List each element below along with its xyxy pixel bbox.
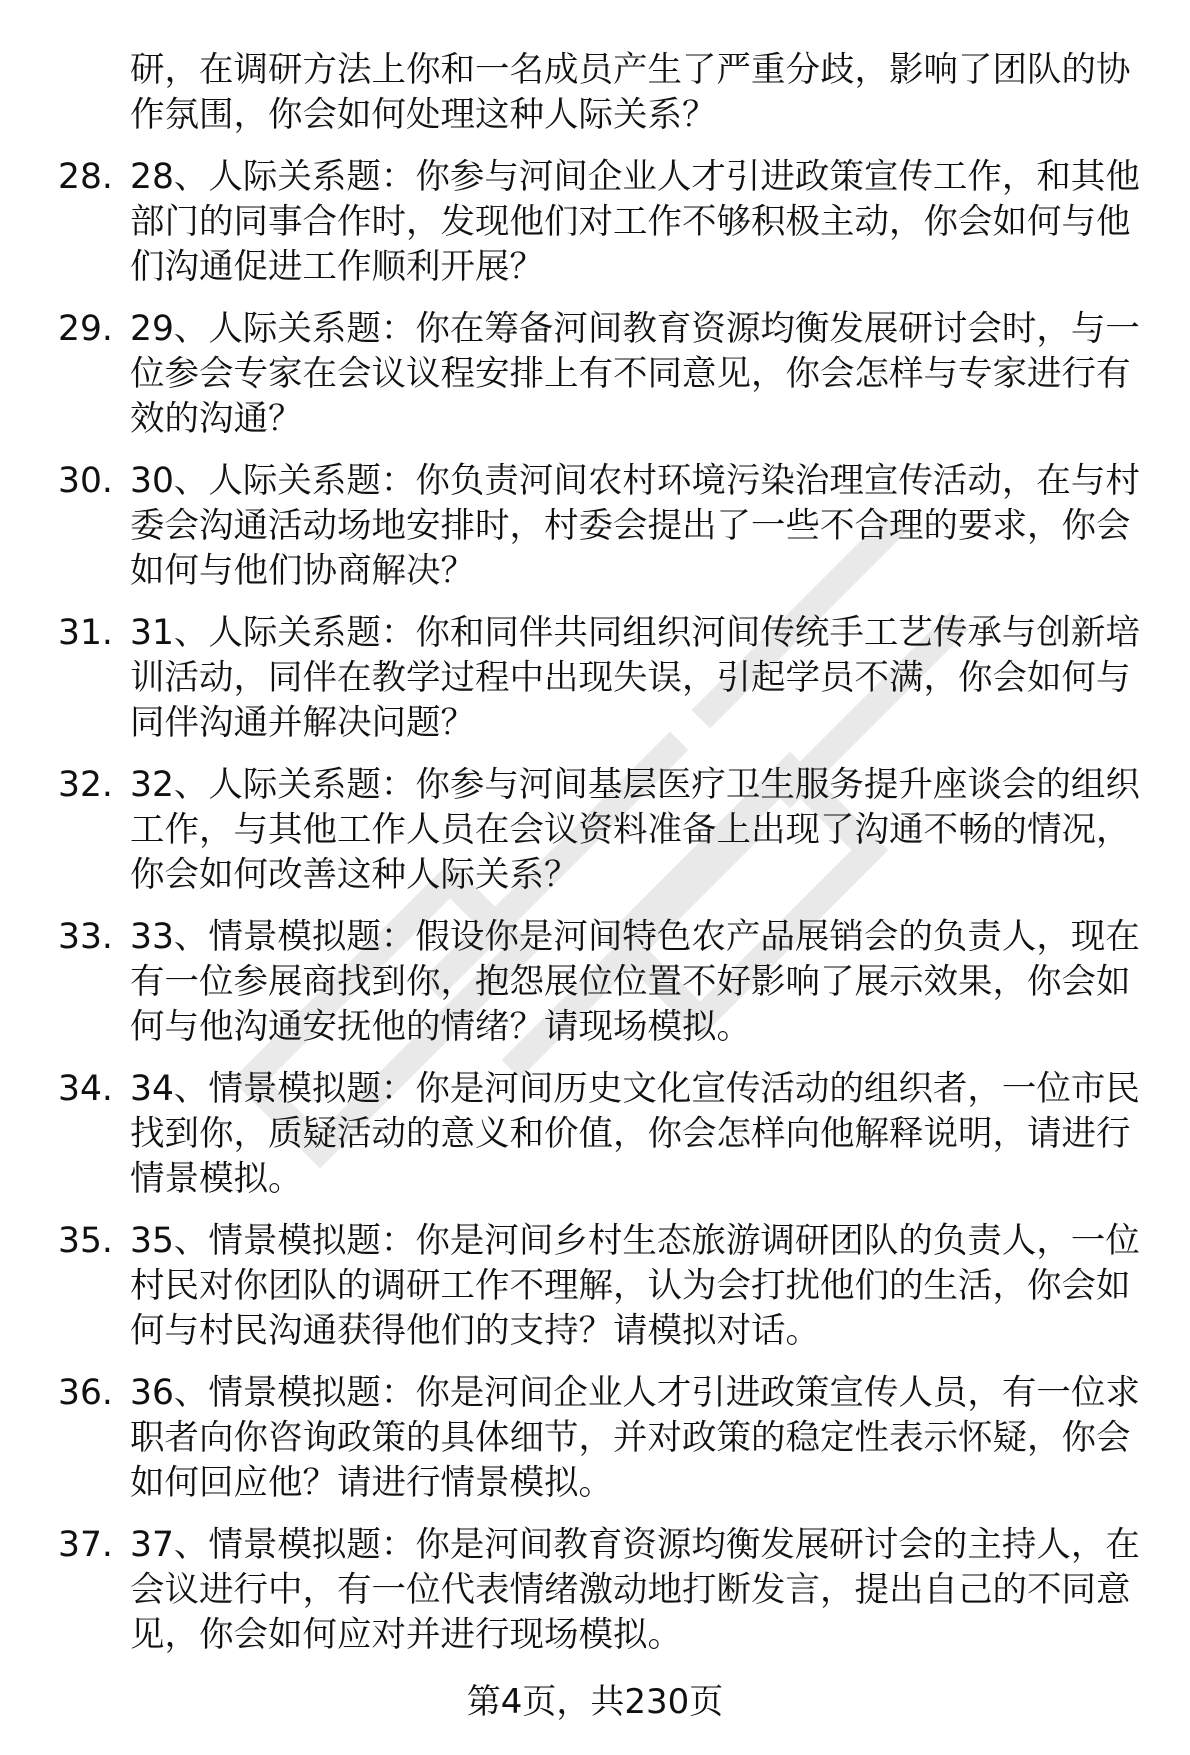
question-text: 32、人际关系题：你参与河间基层医疗卫生服务提升座谈会的组织工作，与其他工作人员在会议资料准备上出现了沟通不畅的情况，你会如何改善这种人际关系？ [130, 765, 1140, 895]
question-item [58, 1371, 1158, 1506]
question-number: 36. [58, 1373, 113, 1413]
question-text: 28、人际关系题：你参与河间企业人才引进政策宣传工作，和其他部门的同事合作时，发现他们对工作不够积极主动，你会如何与他们沟通促进工作顺利开展？ [130, 157, 1140, 287]
question-text: 31、人际关系题：你和同伴共同组织河间传统手工艺传承与创新培训活动，同伴在教学过程中出现失误，引起学员不满，你会如何与同伴沟通并解决问题？ [130, 613, 1140, 743]
question-number: 34. [58, 1069, 113, 1109]
question-number: 28. [58, 157, 113, 197]
question-text: 33、情景模拟题：假设你是河间特色农产品展销会的负责人，现在有一位参展商找到你，抱怨展位位置不好影响了展示效果，你会如何与他沟通安抚他的情绪？请现场模拟。 [130, 917, 1140, 1047]
document-body [58, 48, 1158, 1658]
question-text: 35、情景模拟题：你是河间乡村生态旅游调研团队的负责人，一位村民对你团队的调研工作不理解，认为会打扰他们的生活，你会如何与村民沟通获得他们的支持？请模拟对话。 [130, 1221, 1140, 1351]
question-number: 31. [58, 613, 113, 653]
question-item [58, 1067, 1158, 1202]
question-text: 37、情景模拟题：你是河间教育资源均衡发展研讨会的主持人，在会议进行中，有一位代表情绪激动地打断发言，提出自己的不同意见，你会如何应对并进行现场模拟。 [130, 1525, 1140, 1655]
question-item [58, 307, 1158, 442]
page-number-footer: 第4页，共230页 [466, 1682, 724, 1722]
question-item [58, 915, 1158, 1050]
continued-question-text: 研，在调研方法上你和一名成员产生了严重分歧，影响了团队的协作氛围，你会如何处理这种人际关系？ [130, 50, 1131, 135]
question-item [58, 155, 1158, 290]
question-number: 33. [58, 917, 113, 957]
question-number: 35. [58, 1221, 113, 1261]
question-text: 29、人际关系题：你在筹备河间教育资源均衡发展研讨会时，与一位参会专家在会议议程安排上有不同意见，你会怎样与专家进行有效的沟通？ [130, 309, 1140, 439]
question-item [58, 763, 1158, 898]
question-text: 30、人际关系题：你负责河间农村环境污染治理宣传活动，在与村委会沟通活动场地安排时，村委会提出了一些不合理的要求，你会如何与他们协商解决？ [130, 461, 1140, 591]
question-number: 37. [58, 1525, 113, 1565]
question-item [58, 459, 1158, 594]
question-item [58, 611, 1158, 746]
question-number: 30. [58, 461, 113, 501]
question-list [58, 155, 1158, 1658]
question-item [58, 1523, 1158, 1658]
question-text: 36、情景模拟题：你是河间企业人才引进政策宣传人员，有一位求职者向你咨询政策的具体细节，并对政策的稳定性表示怀疑，你会如何回应他？请进行情景模拟。 [130, 1373, 1140, 1503]
question-number: 32. [58, 765, 113, 805]
question-number: 29. [58, 309, 113, 349]
question-text: 34、情景模拟题：你是河间历史文化宣传活动的组织者，一位市民找到你，质疑活动的意义和价值，你会怎样向他解释说明，请进行情景模拟。 [130, 1069, 1140, 1199]
question-item [58, 1219, 1158, 1354]
